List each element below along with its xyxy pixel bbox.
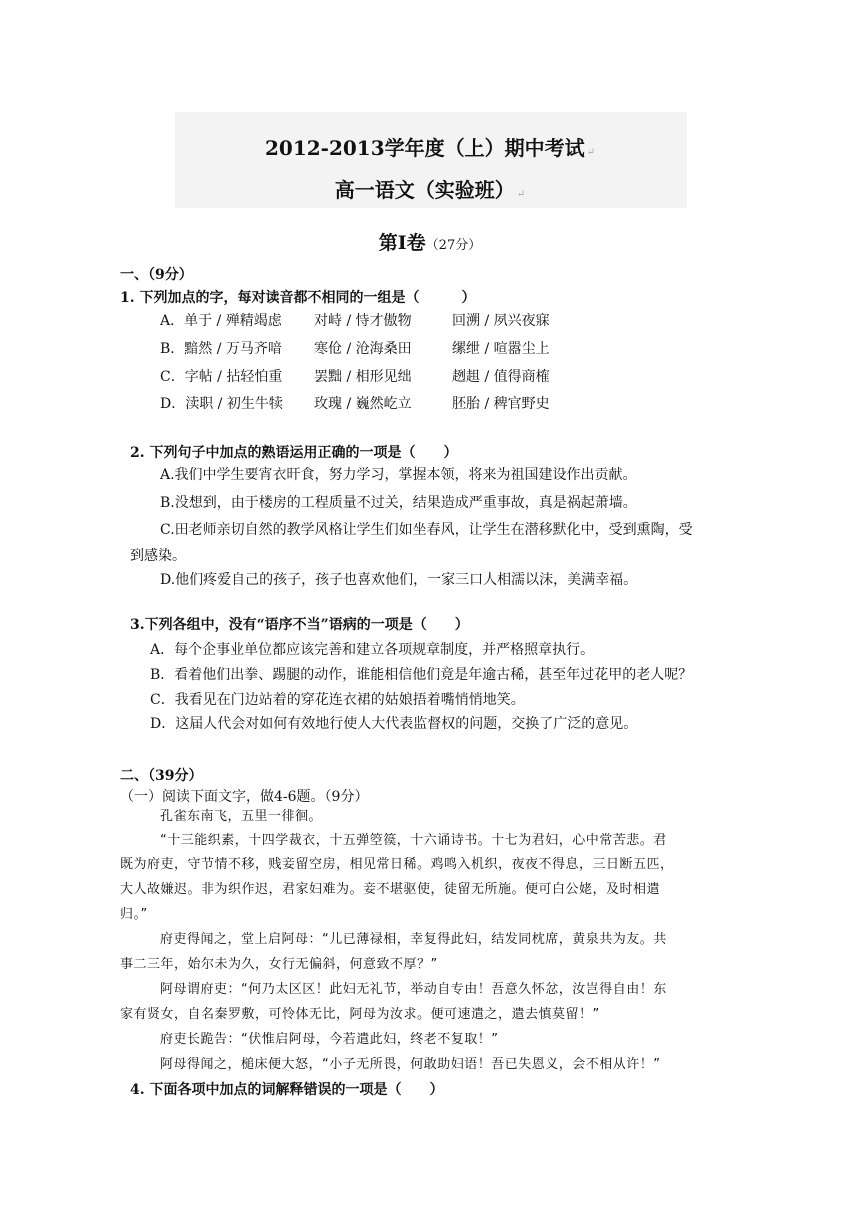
q3-option-d: D．这届人代会对如何有效地行使人大代表监督权的问题，交换了广泛的意见。 — [150, 716, 638, 732]
q3-stem: 3.下列各组中，没有“语序不当”语病的一项是（ ） — [130, 617, 469, 633]
volume-title: 第Ⅰ卷 — [378, 232, 426, 254]
q1-stem: 1. 下列加点的字，每对读音都不相同的一组是（ ） — [120, 290, 476, 306]
q2-option-d: D.他们疼爱自己的孩子，孩子也喜欢他们，一家三口人相濡以沫，美满幸福。 — [160, 572, 638, 588]
poem-line-7: 事二三年，始尔未为久，女行无偏斜，何意致不厚？” — [120, 957, 438, 972]
section1-heading: 一、（9分） — [120, 267, 193, 283]
poem-line-9: 家有贤女，自名秦罗敷，可怜体无比，阿母为汝求。便可速遣之，遣去慎莫留！” — [120, 1007, 600, 1022]
q1-c-pair2: 罢黜 / 相形见绌 — [314, 369, 412, 385]
q1-option-d — [160, 394, 550, 414]
q1-d-pair3: 胚胎 / 稗官野史 — [452, 396, 550, 412]
poem-line-8: 阿母谓府吏：“何乃太区区！此妇无礼节，举动自专由！吾意久怀忿，汝岂得自由！东 — [160, 982, 667, 997]
q1-d-pair1: D．渎职 / 初生牛犊 — [160, 396, 283, 412]
q2-option-c: C.田老师亲切自然的教学风格让学生们如坐春风，让学生在潜移默化中，受到熏陶，受 — [160, 522, 693, 538]
poem-line-11: 阿母得闻之，槌床便大怒，“小子无所畏，何敢助妇语！吾已失恩义，会不相从许！” — [160, 1057, 661, 1072]
poem-line-4: 大人故嫌迟。非为织作迟，君家妇难为。妾不堪驱使，徒留无所施。便可白公姥，及时相遣 — [120, 882, 661, 897]
q1-c-pair1: C．字帖 / 拈轻怕重 — [160, 369, 283, 385]
q1-a-pair2: 对峙 / 恃才傲物 — [314, 313, 412, 329]
q1-b-pair3: 缧绁 / 喧嚣尘上 — [452, 341, 550, 357]
q1-a-pair3: 回溯 / 夙兴夜寐 — [452, 313, 550, 329]
q1-option-a — [160, 311, 550, 331]
q3-option-a: A．每个企事业单位都应该完善和建立各项规章制度，并严格照章执行。 — [150, 642, 595, 658]
exam-subtitle: 高一语文（实验班） ↵ — [334, 178, 526, 202]
q2-stem: 2. 下列句子中加点的熟语运用正确的一项是（ ） — [130, 445, 458, 461]
exam-title: 2012-2013学年度（上）期中考试 ↵ — [264, 136, 596, 160]
exam-subtitle-text: 高一语文（实验班） — [334, 178, 515, 202]
q1-a-pair1: A．单于 / 殚精竭虑 — [160, 313, 282, 329]
volume-score: （27分） — [425, 238, 482, 253]
q1-c-pair3: 趔趄 / 值得商榷 — [452, 369, 550, 385]
q1-b-pair1: B．黯然 / 万马齐喑 — [160, 341, 282, 357]
section2-heading: 二、（39分） — [120, 768, 203, 784]
q1-d-pair2: 玫瑰 / 巍然屹立 — [314, 396, 412, 412]
volume-heading — [0, 228, 860, 255]
q2-option-b: B.没想到，由于楼房的工程质量不过关，结果造成严重事故，真是祸起萧墙。 — [160, 495, 637, 511]
exam-title-text: 2012-2013学年度（上）期中考试 — [264, 136, 585, 160]
poem-line-3: 既为府吏，守节情不移，贱妾留空房，相见常日稀。鸡鸣入机织，夜夜不得息，三日断五匹， — [120, 857, 674, 872]
q2-option-c-cont: 到感染。 — [130, 548, 186, 564]
poem-line-10: 府吏长跪告：“伏惟启阿母，今若遣此妇，终老不复取！” — [160, 1032, 499, 1047]
poem-line-1: 孔雀东南飞，五里一徘徊。 — [160, 809, 323, 824]
poem-line-2: “十三能织素，十四学裁衣，十五弹箜篌，十六诵诗书。十七为君妇，心中常苦悲。君 — [160, 833, 667, 848]
passage-intro: （一）阅读下面文字，做4-6题。（9分） — [120, 789, 369, 805]
q3-option-c: C．我看见在门边站着的穿花连衣裙的姑娘捂着嘴悄悄地笑。 — [150, 692, 525, 708]
poem-line-6: 府吏得闻之，堂上启阿母：“儿已薄禄相，幸复得此妇，结发同枕席，黄泉共为友。共 — [160, 932, 667, 947]
q2-option-a: A.我们中学生要宵衣旰食，努力学习，掌握本领，将来为祖国建设作出贡献。 — [160, 467, 637, 483]
q3-option-b: B．看着他们出拳、踢腿的动作，谁能相信他们竟是年逾古稀，甚至年过花甲的老人呢？ — [150, 667, 693, 683]
q1-option-b — [160, 339, 550, 359]
q1-b-pair2: 寒伧 / 沧海桑田 — [314, 341, 412, 357]
q1-option-c — [160, 367, 550, 387]
q4-stem: 4. 下面各项中加点的词解释错误的一项是（ ） — [130, 1082, 444, 1098]
poem-line-5: 归。” — [120, 907, 148, 922]
